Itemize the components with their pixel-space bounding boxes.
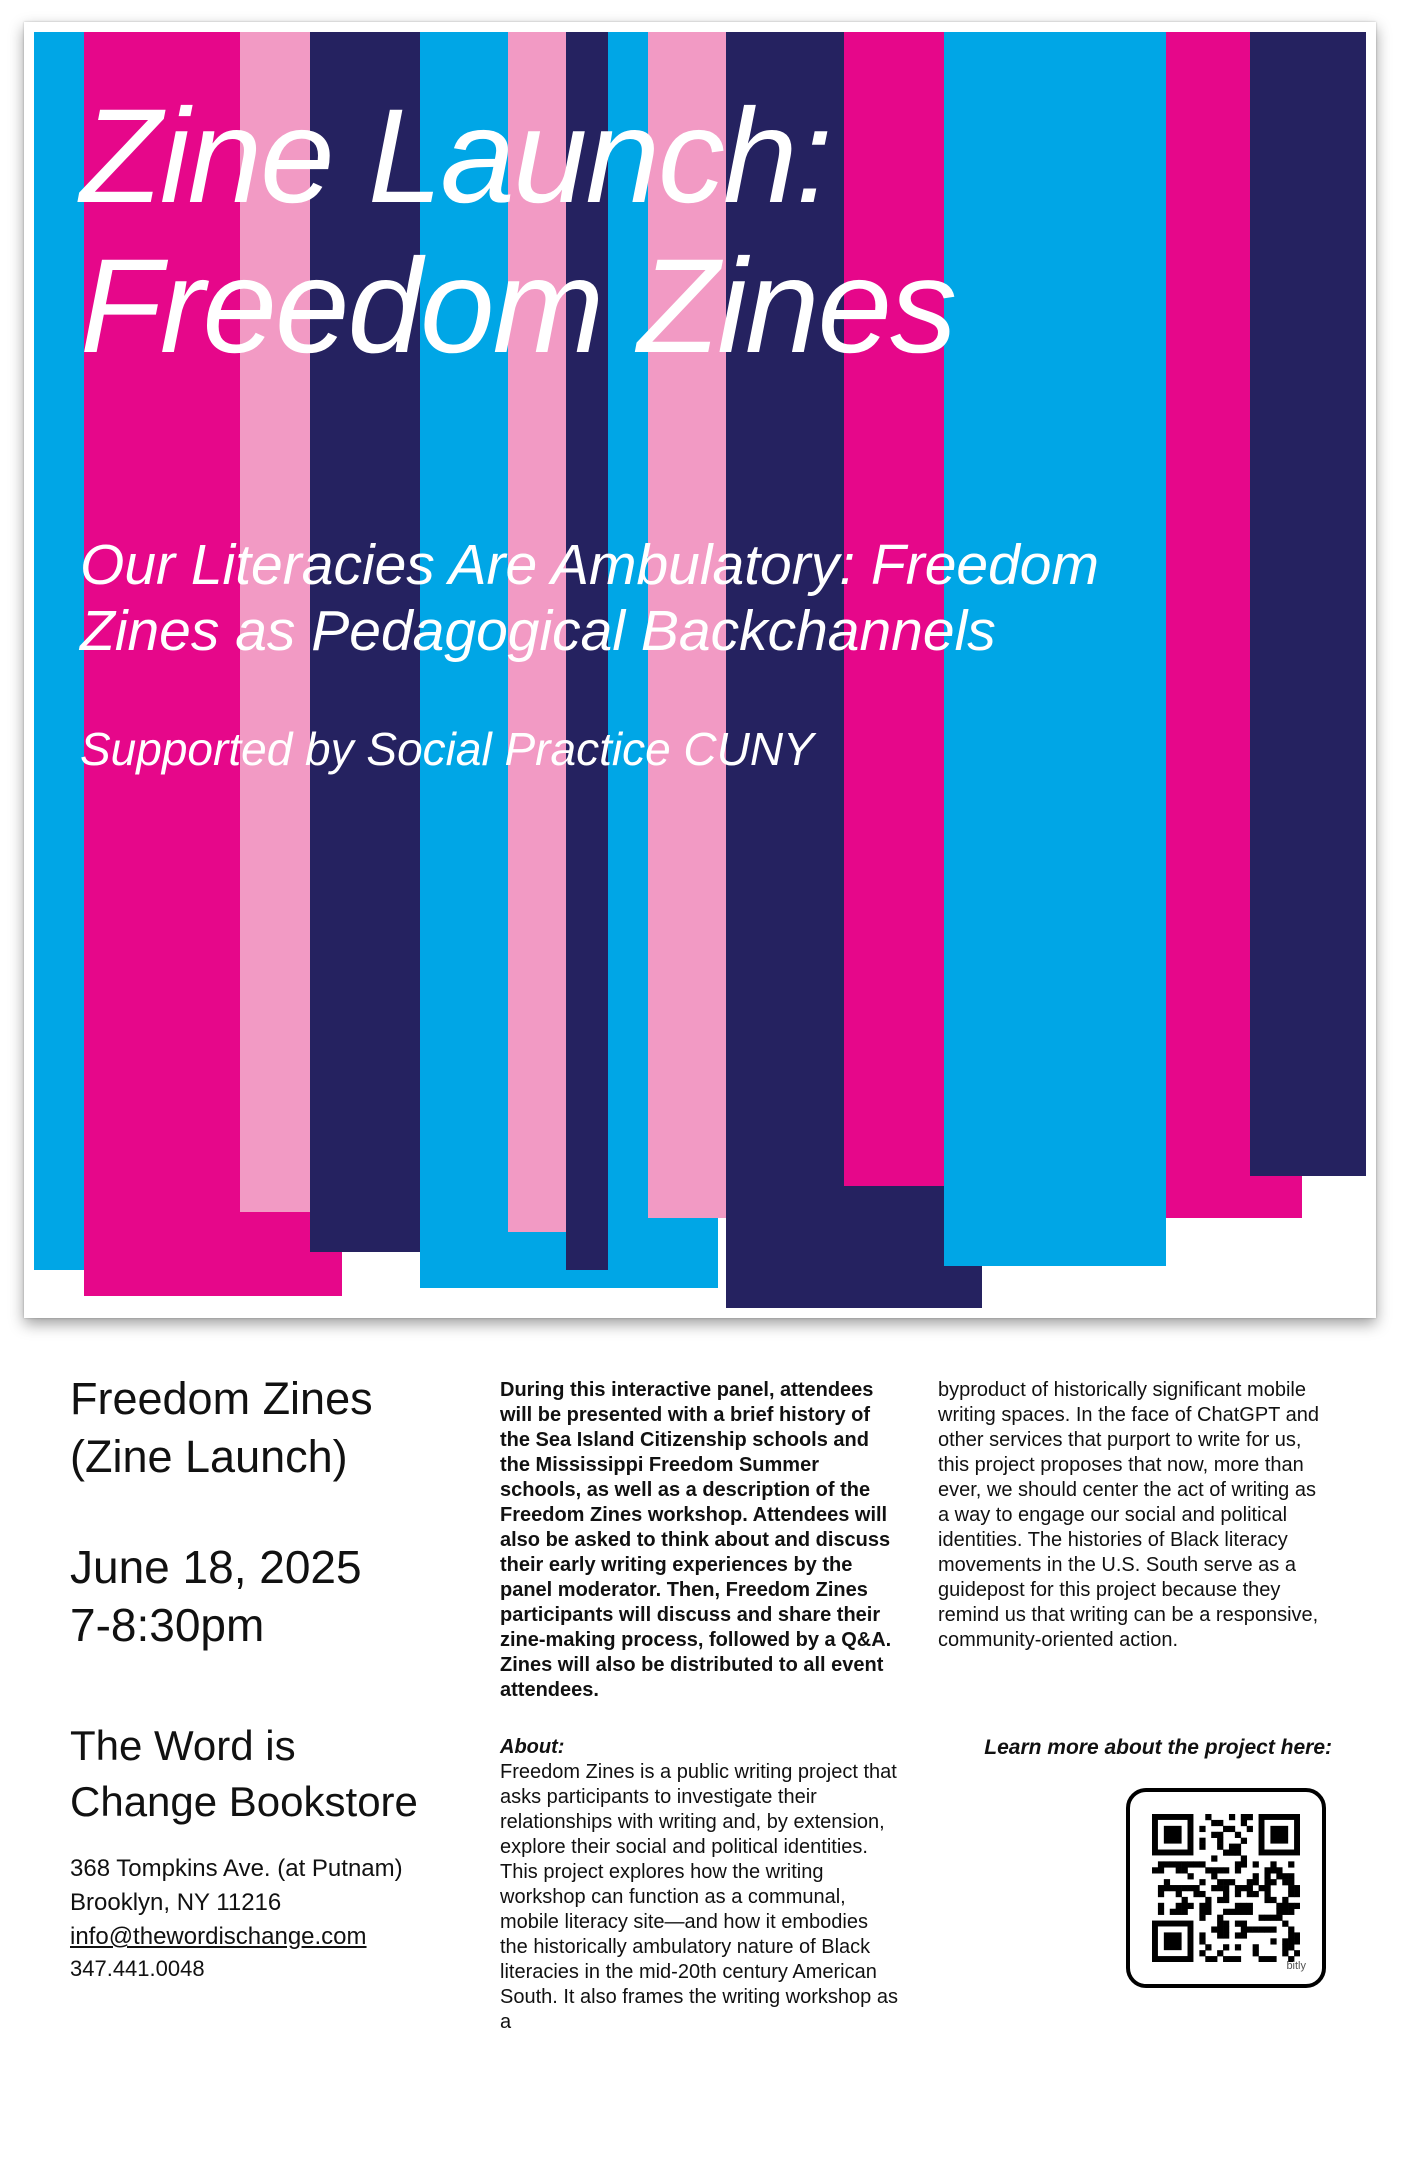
qr-module xyxy=(1282,1950,1288,1956)
qr-module xyxy=(1264,1885,1270,1891)
qr-module xyxy=(1199,1950,1205,1956)
qr-module xyxy=(1176,1867,1182,1873)
qr-module xyxy=(1158,1867,1164,1873)
qr-module xyxy=(1164,1879,1170,1885)
qr-module xyxy=(1264,1891,1270,1897)
qr-module xyxy=(1217,1838,1223,1844)
qr-module xyxy=(1223,1885,1229,1891)
about-text: Freedom Zines is a public writing project that asks participants to investigate their relationships with writing and, by extension, explore their social and political identities. This project explores how the writing workshop can function as a communal, mobile literacy site—and how it embodies the historically ambulatory nature of Black literacies in the mid-20th century American South. It also frames the writing workshop as a xyxy=(500,1761,898,2033)
qr-module xyxy=(1199,1838,1205,1844)
event-date: June 18, 2025 xyxy=(70,1541,362,1593)
qr-module xyxy=(1223,1921,1229,1927)
qr-module xyxy=(1294,1938,1300,1944)
qr-module xyxy=(1294,1903,1300,1909)
qr-module xyxy=(1241,1921,1247,1927)
qr-module xyxy=(1205,1814,1211,1820)
qr-module xyxy=(1235,1850,1241,1856)
qr-module xyxy=(1288,1938,1294,1944)
qr-module xyxy=(1282,1879,1288,1885)
qr-module xyxy=(1229,1956,1235,1962)
qr-module xyxy=(1247,1885,1253,1891)
qr-module xyxy=(1282,1921,1288,1927)
qr-module xyxy=(1217,1879,1223,1885)
qr-module xyxy=(1282,1903,1288,1909)
qr-module xyxy=(1164,1861,1170,1867)
qr-module xyxy=(1229,1850,1235,1856)
qr-module xyxy=(1241,1838,1247,1844)
qr-module xyxy=(1223,1944,1229,1950)
subtitle-line: Our Literacies Are Ambulatory: Freedom xyxy=(80,533,1099,597)
sponsor-line: Supported by Social Practice CUNY xyxy=(80,723,814,775)
panel-description: During this interactive panel, attendees will be presented with a brief history of the Sea Island Citizenship schools and the Mississippi Freedom Summer schools, as well as a description of the Freedom Zines workshop. Attendees will also be asked to think about and discuss their early writing experiences by the panel moderator. Then, Freedom Zines participants will discuss and share their zine-making process, followed by a Q&A. Zines will also be distributed to all event attendees. xyxy=(500,1379,892,1701)
qr-module xyxy=(1241,1855,1247,1861)
qr-module xyxy=(1223,1867,1229,1873)
qr-module xyxy=(1276,1867,1282,1873)
qr-module xyxy=(1158,1891,1164,1897)
qr-module xyxy=(1205,1944,1211,1950)
qr-module xyxy=(1193,1861,1199,1867)
qr-module xyxy=(1188,1861,1194,1867)
qr-module xyxy=(1247,1826,1253,1832)
qr-module xyxy=(1211,1926,1217,1932)
qr-module xyxy=(1217,1885,1223,1891)
qr-module xyxy=(1223,1826,1229,1832)
qr-label: Learn more about the project here: xyxy=(984,1736,1332,1759)
qr-module xyxy=(1182,1897,1188,1903)
qr-module xyxy=(1247,1926,1253,1932)
qr-module xyxy=(1176,1903,1182,1909)
event-name-line: (Zine Launch) xyxy=(70,1431,348,1482)
qr-module xyxy=(1241,1814,1247,1820)
qr-module xyxy=(1182,1861,1188,1867)
qr-module xyxy=(1158,1885,1164,1891)
qr-module xyxy=(1276,1873,1282,1879)
qr-module xyxy=(1253,1926,1259,1932)
qr-module xyxy=(1217,1926,1223,1932)
qr-module xyxy=(1229,1844,1235,1850)
qr-module xyxy=(1205,1909,1211,1915)
qr-module xyxy=(1199,1938,1205,1944)
qr-module xyxy=(1235,1867,1241,1873)
qr-module xyxy=(1253,1950,1259,1956)
qr-finder xyxy=(1164,1826,1182,1844)
qr-module xyxy=(1270,1879,1276,1885)
qr-module xyxy=(1211,1885,1217,1891)
qr-finder xyxy=(1164,1932,1182,1950)
qr-module xyxy=(1176,1891,1182,1897)
qr-module xyxy=(1270,1867,1276,1873)
qr-module xyxy=(1294,1891,1300,1897)
venue-name xyxy=(70,1718,490,1830)
qr-module xyxy=(1211,1956,1217,1962)
qr-finder xyxy=(1270,1826,1288,1844)
about-text-continued: byproduct of historically significant mobile writing spaces. In the face of ChatGPT and other services that purport to write for us, this project proposes that now, more than ever, we should center the act of writing as a way to engage our social and political identities. The histories of Black literacy movements in the U.S. South serve as a guidepost for this project because they remind us that writing can be a responsive, community-oriented action. xyxy=(938,1379,1319,1651)
poster-subtitle xyxy=(80,532,1360,664)
qr-module xyxy=(1217,1915,1223,1921)
qr-module xyxy=(1241,1820,1247,1826)
qr-module xyxy=(1270,1926,1276,1932)
qr-module xyxy=(1164,1885,1170,1891)
qr-code[interactable] xyxy=(1126,1788,1326,1988)
qr-module xyxy=(1235,1921,1241,1927)
qr-module xyxy=(1270,1897,1276,1903)
qr-module xyxy=(1152,1867,1158,1873)
qr-module xyxy=(1288,1861,1294,1867)
qr-module xyxy=(1217,1867,1223,1873)
address-street: 368 Tompkins Ave. (at Putnam) xyxy=(70,1855,403,1882)
qr-module xyxy=(1170,1909,1176,1915)
qr-module xyxy=(1193,1891,1199,1897)
qr-module xyxy=(1158,1903,1164,1909)
qr-module xyxy=(1253,1879,1259,1885)
qr-module xyxy=(1205,1867,1211,1873)
qr-module xyxy=(1247,1909,1253,1915)
qr-module xyxy=(1176,1861,1182,1867)
qr-module xyxy=(1259,1915,1265,1921)
qr-module xyxy=(1241,1932,1247,1938)
qr-module xyxy=(1182,1909,1188,1915)
qr-module xyxy=(1276,1903,1282,1909)
qr-module xyxy=(1188,1873,1194,1879)
qr-module xyxy=(1217,1897,1223,1903)
qr-module xyxy=(1276,1909,1282,1915)
qr-module xyxy=(1217,1832,1223,1838)
qr-module xyxy=(1282,1944,1288,1950)
qr-module xyxy=(1235,1832,1241,1838)
email-link[interactable]: info@thewordischange.com xyxy=(70,1923,367,1950)
qr-module xyxy=(1223,1956,1229,1962)
qr-module xyxy=(1158,1909,1164,1915)
qr-module xyxy=(1176,1909,1182,1915)
qr-module xyxy=(1235,1909,1241,1915)
qr-module xyxy=(1211,1855,1217,1861)
qr-module xyxy=(1199,1909,1205,1915)
qr-module xyxy=(1241,1861,1247,1867)
qr-module xyxy=(1188,1885,1194,1891)
qr-module xyxy=(1282,1909,1288,1915)
qr-module xyxy=(1264,1879,1270,1885)
description-continued xyxy=(938,1378,1328,1653)
qr-module xyxy=(1270,1956,1276,1962)
event-name-line: Freedom Zines xyxy=(70,1373,373,1424)
qr-module xyxy=(1253,1861,1259,1867)
qr-module xyxy=(1288,1926,1294,1932)
qr-module xyxy=(1223,1850,1229,1856)
qr-module xyxy=(1259,1956,1265,1962)
qr-module xyxy=(1235,1903,1241,1909)
qr-module xyxy=(1217,1844,1223,1850)
qr-module xyxy=(1241,1885,1247,1891)
qr-module xyxy=(1199,1891,1205,1897)
qr-module xyxy=(1241,1903,1247,1909)
qr-module xyxy=(1199,1932,1205,1938)
qr-code-pattern xyxy=(1152,1814,1300,1962)
qr-module xyxy=(1241,1909,1247,1915)
qr-module xyxy=(1182,1867,1188,1873)
qr-module xyxy=(1282,1873,1288,1879)
qr-module xyxy=(1229,1814,1235,1820)
event-name xyxy=(70,1370,490,1486)
qr-module xyxy=(1176,1885,1182,1891)
title-line: Zine Launch: xyxy=(80,82,831,231)
hero-poster xyxy=(24,22,1376,1318)
qr-module xyxy=(1217,1932,1223,1938)
qr-module xyxy=(1253,1944,1259,1950)
qr-module xyxy=(1288,1879,1294,1885)
qr-module xyxy=(1288,1891,1294,1897)
about-heading: About: xyxy=(500,1736,565,1758)
qr-module xyxy=(1294,1950,1300,1956)
qr-module xyxy=(1205,1956,1211,1962)
qr-module xyxy=(1288,1873,1294,1879)
qr-module xyxy=(1217,1820,1223,1826)
qr-module xyxy=(1288,1903,1294,1909)
qr-module xyxy=(1253,1891,1259,1897)
qr-module xyxy=(1229,1909,1235,1915)
qr-module xyxy=(1223,1879,1229,1885)
qr-module xyxy=(1235,1861,1241,1867)
qr-module xyxy=(1205,1903,1211,1909)
qr-module xyxy=(1264,1926,1270,1932)
qr-module xyxy=(1229,1879,1235,1885)
qr-module xyxy=(1205,1897,1211,1903)
phone-number: 347.441.0048 xyxy=(70,1956,205,1981)
qr-module xyxy=(1247,1879,1253,1885)
qr-tag: bitly xyxy=(1286,1960,1306,1972)
qr-module xyxy=(1199,1861,1205,1867)
qr-module xyxy=(1264,1873,1270,1879)
qr-module xyxy=(1294,1885,1300,1891)
qr-module xyxy=(1223,1891,1229,1897)
qr-module xyxy=(1235,1844,1241,1850)
qr-module xyxy=(1270,1915,1276,1921)
venue-address xyxy=(70,1852,490,1954)
qr-module xyxy=(1235,1944,1241,1950)
qr-module xyxy=(1264,1915,1270,1921)
event-info xyxy=(70,1370,490,1984)
qr-module xyxy=(1288,1944,1294,1950)
qr-module xyxy=(1170,1885,1176,1891)
qr-module xyxy=(1188,1903,1194,1909)
qr-module xyxy=(1217,1921,1223,1927)
qr-module xyxy=(1264,1867,1270,1873)
poster-title xyxy=(80,82,955,382)
qr-module xyxy=(1170,1861,1176,1867)
qr-module xyxy=(1282,1938,1288,1944)
stripe xyxy=(34,32,84,1270)
qr-module xyxy=(1229,1826,1235,1832)
qr-module xyxy=(1223,1909,1229,1915)
qr-module xyxy=(1235,1891,1241,1897)
qr-module xyxy=(1247,1903,1253,1909)
event-datetime xyxy=(70,1538,490,1654)
qr-module xyxy=(1182,1903,1188,1909)
qr-module xyxy=(1235,1932,1241,1938)
qr-module xyxy=(1276,1915,1282,1921)
qr-module xyxy=(1247,1814,1253,1820)
qr-module xyxy=(1253,1873,1259,1879)
qr-module xyxy=(1259,1885,1265,1891)
qr-module xyxy=(1241,1926,1247,1932)
qr-module xyxy=(1199,1903,1205,1909)
qr-module xyxy=(1264,1956,1270,1962)
qr-module xyxy=(1211,1820,1217,1826)
qr-module xyxy=(1223,1932,1229,1938)
qr-module xyxy=(1270,1938,1276,1944)
title-line: Freedom Zines xyxy=(80,232,956,381)
description-column xyxy=(500,1378,900,2035)
qr-module xyxy=(1211,1867,1217,1873)
qr-module xyxy=(1288,1909,1294,1915)
qr-module xyxy=(1264,1897,1270,1903)
address-city: Brooklyn, NY 11216 xyxy=(70,1889,282,1916)
event-time: 7-8:30pm xyxy=(70,1599,265,1651)
qr-module xyxy=(1199,1915,1205,1921)
qr-module xyxy=(1158,1861,1164,1867)
qr-module xyxy=(1235,1885,1241,1891)
qr-module xyxy=(1294,1932,1300,1938)
qr-module xyxy=(1199,1844,1205,1850)
qr-module xyxy=(1235,1956,1241,1962)
subtitle-line: Zines as Pedagogical Backchannels xyxy=(80,599,996,663)
qr-module xyxy=(1199,1879,1205,1885)
qr-module xyxy=(1223,1926,1229,1932)
qr-module xyxy=(1199,1826,1205,1832)
qr-module xyxy=(1288,1932,1294,1938)
qr-module xyxy=(1193,1885,1199,1891)
qr-module xyxy=(1182,1885,1188,1891)
venue-line: The Word is xyxy=(70,1722,296,1769)
qr-module xyxy=(1288,1885,1294,1891)
qr-module xyxy=(1259,1926,1265,1932)
venue-line: Change Bookstore xyxy=(70,1778,418,1825)
qr-module xyxy=(1270,1861,1276,1867)
qr-module xyxy=(1217,1950,1223,1956)
qr-module xyxy=(1247,1891,1253,1897)
qr-module xyxy=(1211,1832,1217,1838)
qr-module xyxy=(1223,1897,1229,1903)
qr-module xyxy=(1282,1897,1288,1903)
qr-module xyxy=(1211,1873,1217,1879)
